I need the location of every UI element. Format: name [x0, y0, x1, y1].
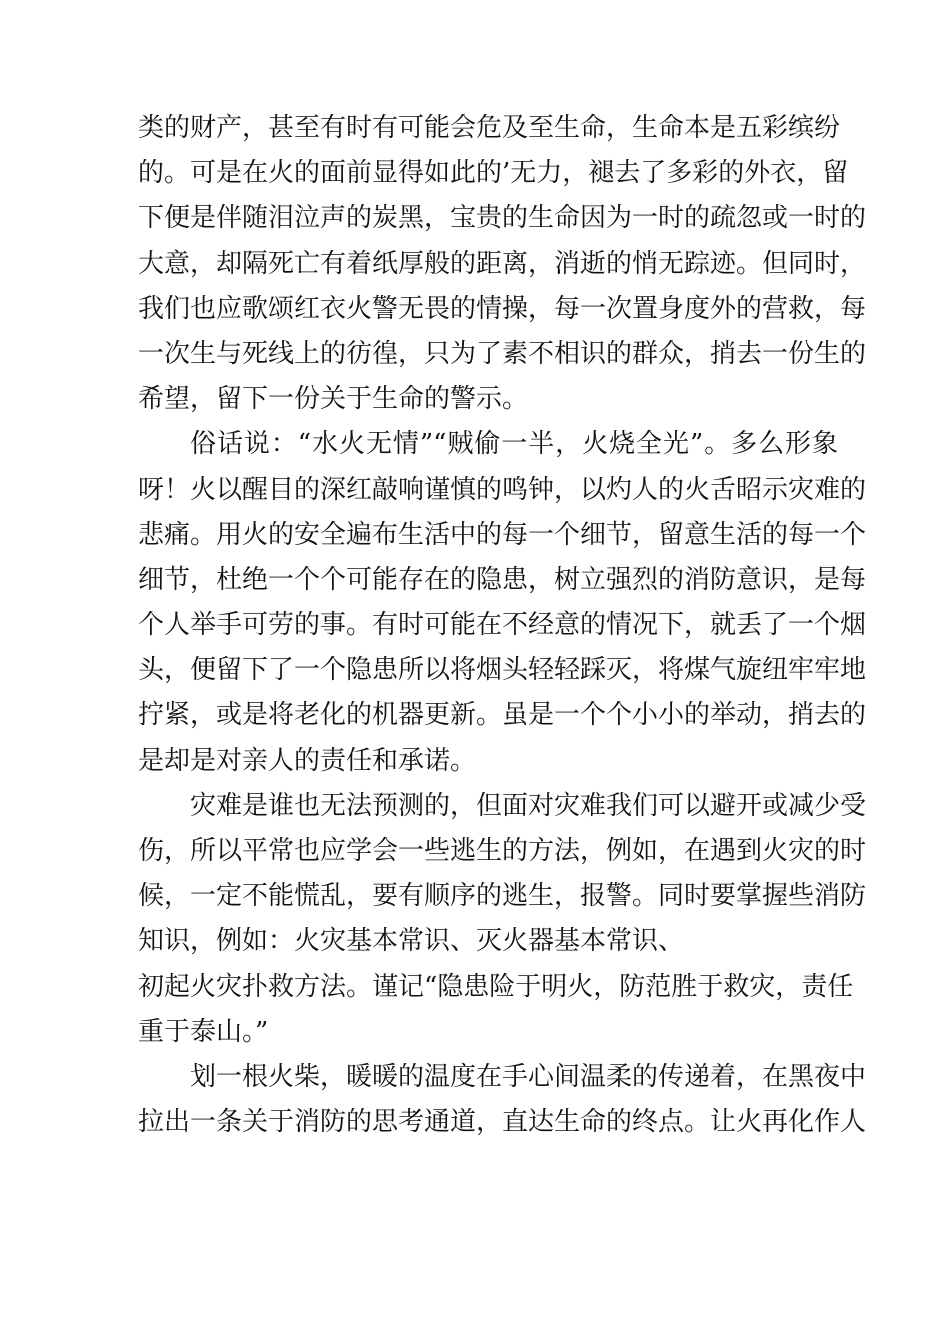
body-text	[138, 106, 867, 1145]
text-line-11: 细节，杜绝一个个可能存在的隐患，树立强烈的消防意识，是每	[138, 564, 867, 595]
text-line-14: 拧紧，或是将老化的机器更新。虽是一个个小小的举动，捎去的	[138, 700, 867, 731]
text-line-18: 候，一定不能慌乱，要有顺序的逃生，报警。同时要掌握些消防	[138, 881, 867, 912]
text-line-5: 我们也应歌颂红衣火警无畏的情操，每一次置身度外的营救，每	[138, 293, 867, 324]
text-line-3: 下便是伴随泪泣声的炭黑，宝贵的生命因为一时的疏忽或一时的	[138, 203, 867, 234]
text-line-20: 初起火灾扑救方法。谨记“隐患险于明火，防范胜于救灾，责任	[138, 971, 854, 1002]
text-line-2: 的。可是在火的面前显得如此的’无力，褪去了多彩的外衣，留	[138, 158, 849, 189]
text-line-13: 头，便留下了一个隐患所以将烟头轻轻踩灭，将煤气旋纽牢牢地	[138, 655, 867, 686]
text-line-10: 悲痛。用火的安全遍布生活中的每一个细节，留意生活的每一个	[138, 519, 867, 550]
text-line-15: 是却是对亲人的责任和承诺。	[138, 745, 477, 776]
text-line-19: 知识，例如：火灾基本常识、灭火器基本常识、	[138, 926, 685, 957]
text-line-16: 灾难是谁也无法预测的，但面对灾难我们可以避开或减少受	[190, 790, 867, 821]
text-line-4: 大意，却隔死亡有着纸厚般的距离，消逝的悄无踪迹。但同时，	[138, 248, 867, 279]
text-line-6: 一次生与死线上的彷徨，只为了素不相识的群众，捎去一份生的	[138, 338, 867, 369]
text-line-8: 俗话说：“水火无情”“贼偷一半，火烧全光”。多么形象	[190, 429, 838, 460]
text-line-1: 类的财产，甚至有时有可能会危及至生命，生命本是五彩缤纷	[138, 113, 841, 143]
text-line-17: 伤，所以平常也应学会一些逃生的方法，例如，在遇到火灾的时	[138, 836, 867, 866]
text-line-7: 希望，留下一份关于生命的警示。	[138, 384, 529, 415]
text-line-21: 重于泰山。”	[138, 1016, 269, 1047]
text-line-22: 划一根火柴，暖暖的温度在手心间温柔的传递着，在黑夜中	[190, 1061, 867, 1092]
text-line-23: 拉出一条关于消防的思考通道，直达生命的终点。让火再化作人	[138, 1107, 867, 1138]
text-line-12: 个人举手可劳的事。有时可能在不经意的情况下，就丢了一个烟	[138, 610, 867, 641]
text-line-9: 呀！火以醒目的深红敲响谨慎的鸣钟，以灼人的火舌昭示灾难的	[138, 474, 867, 505]
